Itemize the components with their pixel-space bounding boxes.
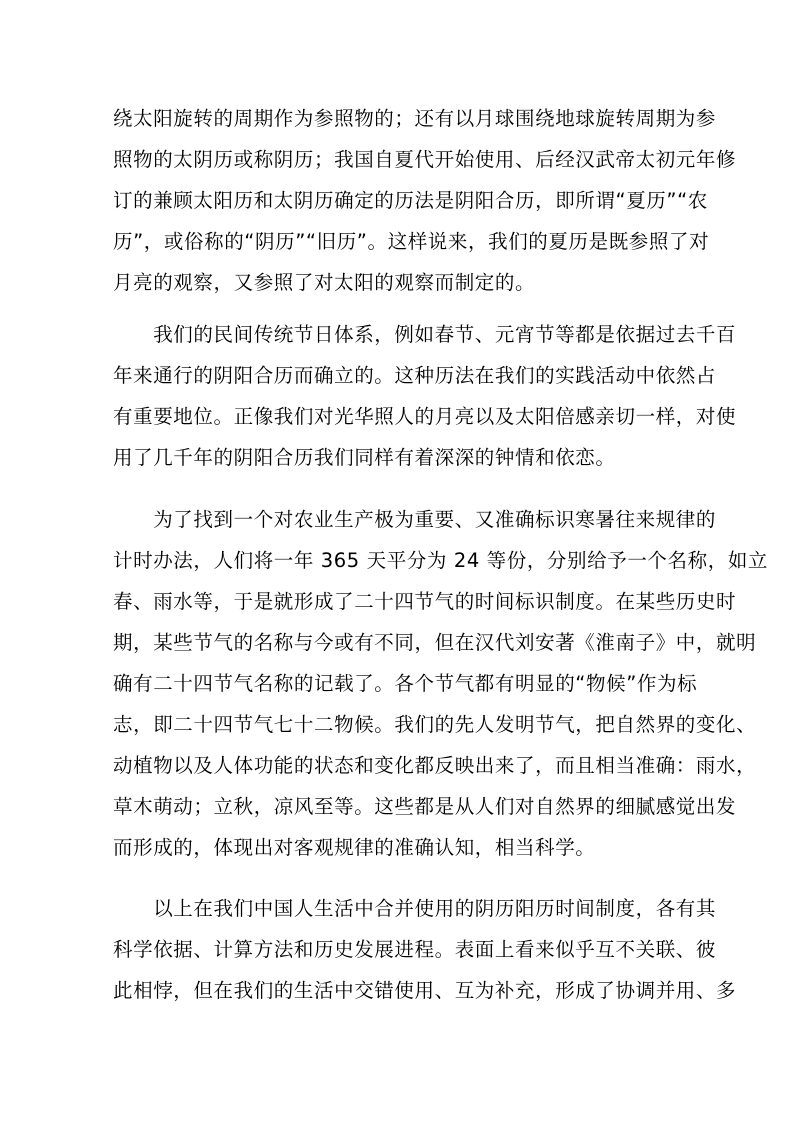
document-body	[113, 0, 769, 1123]
paragraph-3-line-9: 而形成的，体现出对客观规律的准确认知，相当科学。	[113, 836, 596, 859]
paragraph-1-line-2: 照物的太阴历或称阴历；我国自夏代开始使用、后经汉武帝太初元年修	[113, 148, 737, 171]
paragraph-3-line-1: 为了找到一个对农业生产极为重要、又准确标识寒暑往来规律的	[113, 508, 717, 531]
paragraph-3-line-3: 春、雨水等，于是就形成了二十四节气的时间标识制度。在某些历史时	[113, 590, 737, 613]
paragraph-2-line-4: 用了几千年的阴阳合历我们同样有着深深的钟情和依恋。	[113, 446, 616, 469]
paragraph-1-line-3: 订的兼顾太阳历和太阴历确定的历法是阴阳合历，即所谓“夏历”“农	[113, 189, 708, 212]
paragraph-4-line-1: 以上在我们中国人生活中合并使用的阴历阳历时间制度，各有其	[113, 897, 717, 920]
paragraph-3-line-2: 计时办法，人们将一年 365 天平分为 24 等份，分别给予一个名称，如立	[113, 549, 769, 572]
paragraph-3-line-5: 确有二十四节气名称的记载了。各个节气都有明显的“物候”作为标	[113, 672, 698, 695]
paragraph-1-line-4: 历”，或俗称的“阴历”“旧历”。这样说来，我们的夏历是既参照了对	[113, 230, 710, 253]
paragraph-2-line-2: 年来通行的阴阳合历而确立的。这种历法在我们的实践活动中依然占	[113, 364, 717, 387]
paragraph-3-line-6: 志，即二十四节气七十二物候。我们的先人发明节气，把自然界的变化、	[113, 713, 757, 736]
paragraph-3-line-8: 草木萌动；立秋，凉风至等。这些都是从人们对自然界的细腻感觉出发	[113, 795, 737, 818]
paragraph-1-line-1: 绕太阳旋转的周期作为参照物的；还有以月球围绕地球旋转周期为参	[113, 107, 717, 130]
paragraph-2-line-3: 有重要地位。正像我们对光华照人的月亮以及太阳倍感亲切一样，对使	[113, 405, 737, 428]
paragraph-4-line-3: 此相悖，但在我们的生活中交错使用、互为补充，形成了协调并用、多	[113, 979, 737, 1002]
paragraph-2-line-1: 我们的民间传统节日体系，例如春节、元宵节等都是依据过去千百	[113, 323, 737, 346]
paragraph-3-line-7: 动植物以及人体功能的状态和变化都反映出来了，而且相当准确：雨水，	[113, 754, 757, 777]
paragraph-1-line-5: 月亮的观察，又参照了对太阳的观察而制定的。	[113, 271, 536, 294]
paragraph-4-line-2: 科学依据、计算方法和历史发展进程。表面上看来似乎互不关联、彼	[113, 938, 717, 961]
paragraph-3-line-4: 期，某些节气的名称与今或有不同，但在汉代刘安著《淮南子》中，就明	[113, 631, 757, 654]
